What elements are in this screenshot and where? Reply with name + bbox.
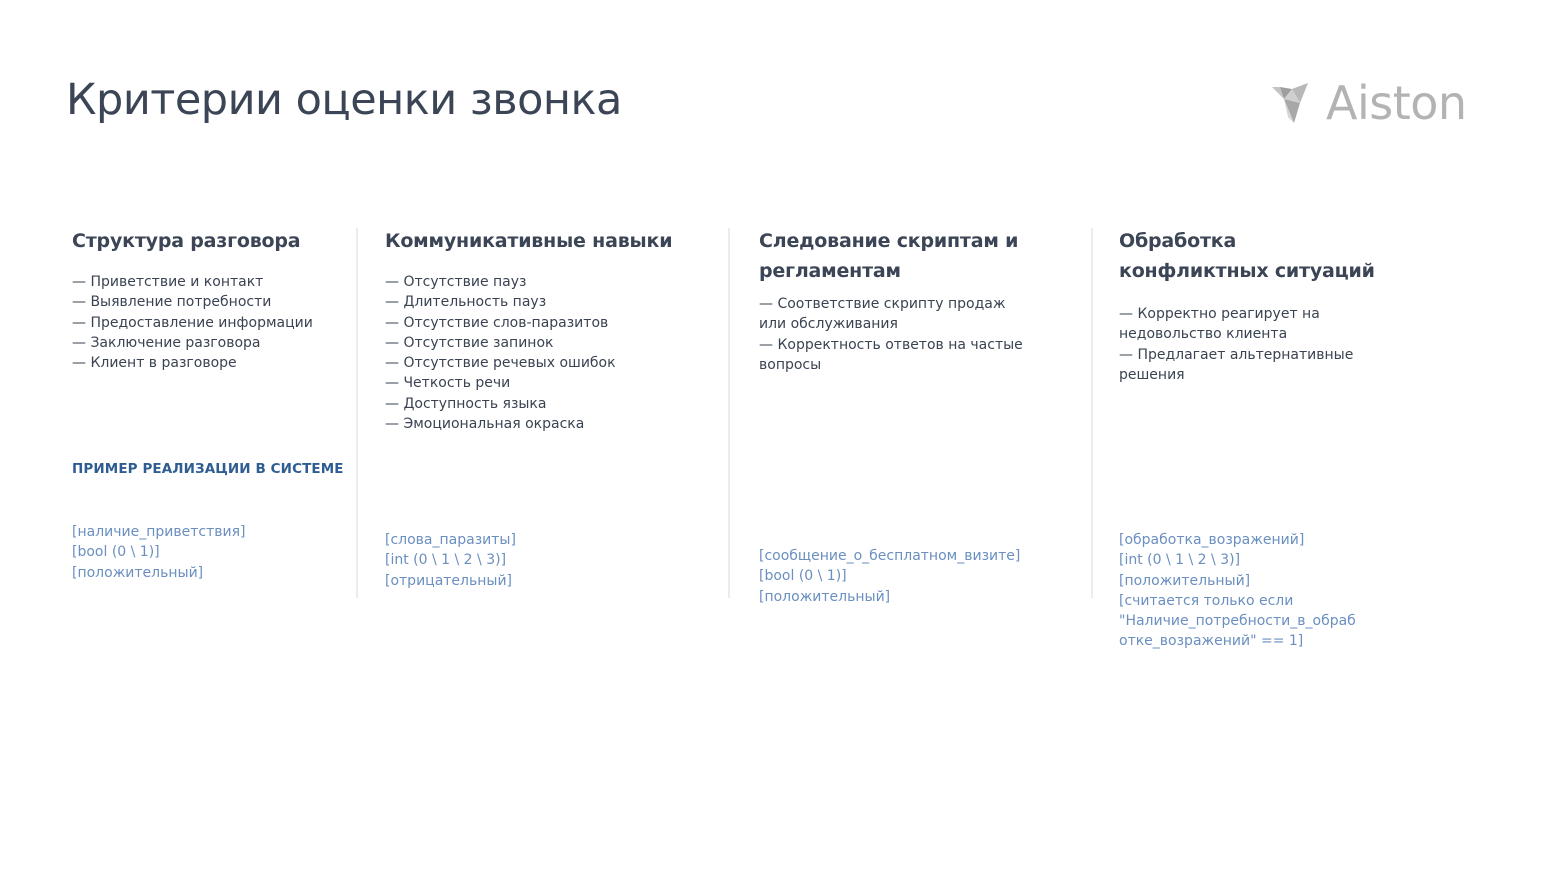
code-line: [обработка_возражений] [1119,532,1305,548]
code-line: [int (0 \ 1 \ 2 \ 3)] [1119,552,1241,569]
column-title-line: конфликтных ситуаций [1119,260,1375,282]
list-item: — Предоставление информации [72,314,313,331]
column-title [72,226,342,256]
system-example-heading: ПРИМЕР РЕАЛИЗАЦИИ В СИСТЕМЕ [72,461,344,477]
code-line: [считается только если [1119,592,1294,609]
list-item: — Отсутствие речевых ошибок [385,355,616,372]
column-title-line: Следование скриптам и [759,230,1019,252]
list-item: — Соответствие скрипту продаж [759,296,1006,312]
list-item: — Приветствие и контакт [72,274,264,290]
criteria-column-structure [72,226,342,373]
slide-title: Критерии оценки звонка [66,75,622,125]
list-item: решения [1119,366,1185,383]
list-item: — Эмоциональная окраска [385,416,585,433]
code-line: [слова_паразиты] [385,532,516,548]
origami-bird-icon [1270,81,1314,125]
criteria-column-communication [385,226,715,434]
criteria-column-scripts [759,226,1079,375]
list-item: — Клиент в разговоре [72,355,237,372]
system-example-code [72,522,245,583]
criteria-list [1119,304,1419,385]
column-title-line: Структура разговора [72,230,301,252]
column-divider [728,228,730,598]
code-line: [наличие_приветствия] [72,524,246,540]
list-item: — Корректность ответов на частые [759,336,1023,353]
code-line: [int (0 \ 1 \ 2 \ 3)] [385,552,507,569]
column-divider [1091,228,1093,598]
list-item: — Выявление потребности [72,294,272,311]
column-title [1119,226,1419,286]
code-line: [отрицательный] [385,572,513,589]
system-example-code [759,546,1020,607]
list-item: — Отсутствие запинок [385,334,554,351]
list-item: — Длительность пауз [385,294,547,311]
system-example-code [1119,530,1356,652]
code-line: [положительный] [72,564,204,581]
logo-text: Aiston [1326,76,1467,130]
list-item: — Отсутствие слов-паразитов [385,314,609,331]
code-line: [bool (0 \ 1)] [759,568,847,585]
list-item: — Заключение разговора [72,334,261,351]
column-title-line: регламентам [759,260,901,282]
criteria-list [759,294,1079,375]
column-title-line: Коммуникативные навыки [385,230,673,252]
system-example-code [385,530,516,591]
column-title [385,226,715,256]
column-divider [356,228,358,598]
code-line: [bool (0 \ 1)] [72,544,160,561]
list-item: недовольство клиента [1119,326,1288,343]
column-title-line: Обработка [1119,230,1237,252]
criteria-list [72,272,342,373]
list-item: вопросы [759,356,822,373]
column-title [759,226,1079,286]
code-line: [сообщение_о_бесплатном_визите] [759,548,1021,564]
list-item: или обслуживания [759,316,898,333]
code-line: отке_возражений" == 1] [1119,633,1304,650]
list-item: — Доступность языка [385,395,547,412]
criteria-list [385,272,715,434]
criteria-column-conflicts [1119,226,1419,385]
aiston-logo [1270,78,1467,128]
code-line: [положительный] [1119,572,1251,589]
list-item: — Корректно реагирует на [1119,306,1320,322]
code-line: [положительный] [759,588,891,605]
list-item: — Предлагает альтернативные [1119,346,1354,363]
list-item: — Четкость речи [385,375,511,392]
list-item: — Отсутствие пауз [385,274,527,290]
code-line: "Наличие_потребности_в_обраб [1119,613,1356,630]
